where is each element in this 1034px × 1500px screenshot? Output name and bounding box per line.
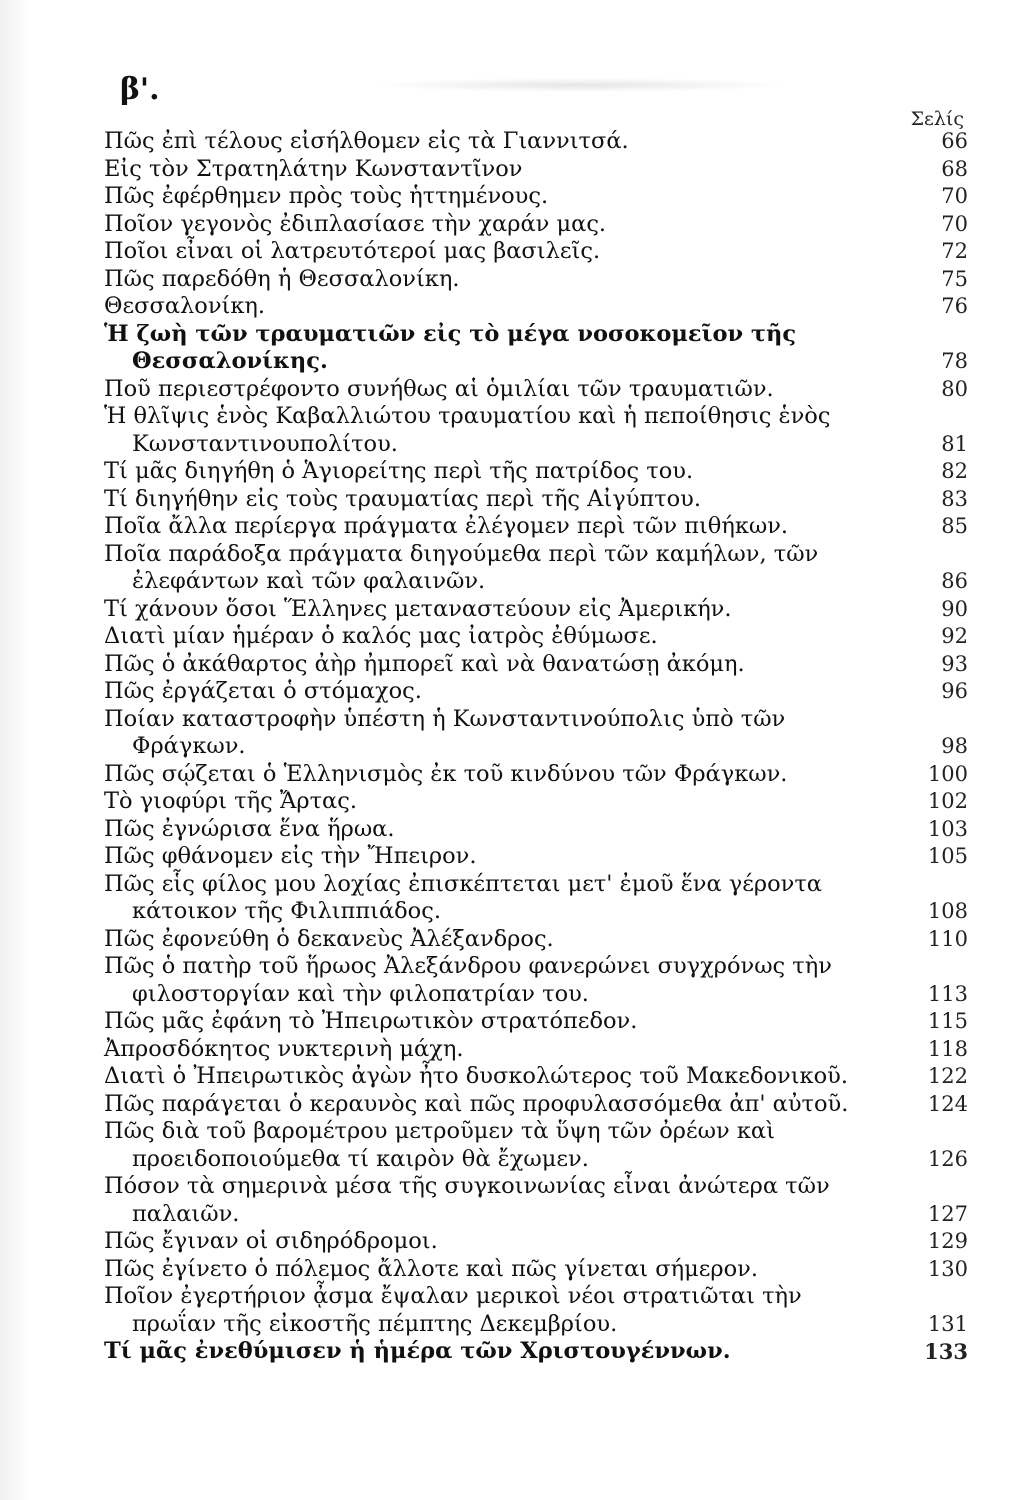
toc-entry-title: Πῶς εἷς φίλος μου λοχίας ἐπισκέπτεται μετ' ἐμοῦ ἕνα γέροντα κάτοικον τῆς Φιλιππιάδος.	[104, 870, 823, 924]
toc-entry	[104, 238, 974, 266]
toc-entry-page: 130	[927, 1256, 968, 1281]
toc-entry-title: Ποῖον ἐγερτήριον ᾆσμα ἔψαλαν μερικοὶ νέοι στρατιῶται τὴν πρωΐαν τῆς εἰκοστῆς πέμπτης Δεκεμβρίου.	[104, 1283, 802, 1337]
toc-entry-title: Ποῖα ἄλλα περίεργα πράγματα ἐλέγομεν περὶ τῶν πιθήκων.	[104, 513, 789, 539]
toc-entry-page: 115	[927, 1009, 968, 1033]
toc-entry-page: 82	[941, 459, 968, 483]
toc-entry	[104, 486, 974, 514]
toc-entry	[104, 293, 974, 321]
toc-entry-page: 86	[941, 569, 968, 593]
toc-entry-title: Εἰς τὸν Στρατηλάτην Κωνσταντῖνον	[104, 155, 523, 182]
toc-entry-page: 113	[927, 981, 968, 1006]
toc-entry	[104, 1256, 974, 1284]
toc-entry-title: Πῶς ἐπὶ τέλους εἰσήλθομεν εἰς τὰ Γιαννιτσά.	[104, 128, 629, 154]
toc-entry-title: Πῶς μᾶς ἐφάνη τὸ Ἠπειρωτικὸν στρατόπεδον.	[104, 1008, 638, 1034]
toc-entry-page: 92	[941, 624, 968, 648]
toc-entry-page: 102	[927, 789, 968, 813]
toc-entry	[104, 1228, 974, 1256]
toc-entry-page: 80	[941, 376, 968, 401]
toc-entry-title: Τὸ γιοφύρι τῆς Ἄρτας.	[104, 788, 357, 814]
toc-entry	[104, 183, 974, 211]
toc-entry-title: Ποῖα παράδοξα πράγματα διηγούμεθα περὶ τῶν καμήλων, τῶν ἐλεφάντων καὶ τῶν φαλαινῶν.	[104, 540, 819, 594]
toc-entry-title: Πῶς παράγεται ὁ κεραυνὸς καὶ πῶς προφυλασσόμεθα ἀπ' αὐτοῦ.	[104, 1090, 849, 1117]
toc-entry-title: Πῶς ἐγίνετο ὁ πόλεμος ἄλλοτε καὶ πῶς γίνεται σήμερον.	[104, 1255, 758, 1282]
toc-entry-page: 118	[927, 1036, 968, 1061]
toc-entry-page: 93	[941, 651, 968, 676]
toc-entry-page: 85	[941, 514, 968, 538]
toc-entry-title: Πῶς ἐφονεύθη ὁ δεκανεὺς Ἀλέξανδρος.	[104, 925, 554, 952]
toc-entry	[104, 1173, 974, 1228]
toc-entry-page: 122	[927, 1064, 968, 1088]
toc-entry-title: Πῶς παρεδόθη ἡ Θεσσαλονίκη.	[104, 265, 460, 292]
toc-entry	[104, 156, 974, 184]
toc-entry-page: 110	[927, 926, 968, 951]
toc-entry-page: 96	[941, 679, 968, 703]
toc-entry	[104, 1283, 974, 1338]
toc-entry	[104, 1036, 974, 1064]
toc-entry	[104, 128, 974, 156]
toc-entry	[104, 1118, 974, 1173]
toc-entry-page: 131	[927, 1311, 968, 1336]
toc-entry-title: Πῶς ἐργάζεται ὁ στόμαχος.	[104, 678, 422, 704]
toc-entry	[104, 678, 974, 706]
toc-entry	[104, 458, 974, 486]
toc-entry	[104, 596, 974, 624]
toc-entry-title: Ποῦ περιεστρέφοντο συνήθως αἱ ὁμιλίαι τῶν τραυματιῶν.	[104, 375, 774, 402]
toc-entry-page: 66	[941, 129, 968, 153]
toc-entry-page: 133	[924, 1339, 968, 1364]
toc-entry	[104, 761, 974, 789]
toc-entry	[104, 266, 974, 294]
table-of-contents	[104, 128, 974, 1366]
toc-entry-page: 100	[927, 761, 968, 786]
print-smudge	[370, 78, 790, 92]
toc-entry-page: 105	[927, 844, 968, 868]
toc-entry-title: Τί μᾶς διηγήθη ὁ Ἁγιορείτης περὶ τῆς πατρίδος του.	[104, 458, 694, 484]
toc-entry-title: Ἡ θλῖψις ἑνὸς Καβαλλιώτου τραυματίου καὶ ἡ πεποίθησις ἑνὸς Κωνσταντινουπολίτου.	[104, 403, 831, 457]
toc-entry-page: 103	[927, 816, 968, 841]
toc-entry-page: 78	[941, 349, 968, 373]
toc-entry-title: Ποῖοι εἶναι οἱ λατρευτότεροί μας βασιλεῖς.	[104, 238, 601, 264]
toc-entry-title: Πῶς ὁ πατὴρ τοῦ ἥρωος Ἀλεξάνδρου φανερώνει συγχρόνως τὴν φιλοστοργίαν καὶ τὴν φιλοπατρίαν του.	[104, 953, 832, 1007]
toc-entry-page: 129	[927, 1229, 968, 1253]
toc-entry-title: Διατὶ ὁ Ἠπειρωτικὸς ἀγὼν ἦτο δυσκολώτερος τοῦ Μακεδονικοῦ.	[104, 1063, 848, 1089]
toc-entry-page: 126	[927, 1146, 968, 1171]
toc-entry	[104, 788, 974, 816]
toc-entry-page: 75	[941, 266, 968, 291]
toc-entry-title: Τί διηγήθην εἰς τοὺς τραυματίας περὶ τῆς Αἰγύπτου.	[104, 485, 701, 512]
toc-entry-page: 83	[941, 486, 968, 511]
page-number: β'.	[120, 72, 160, 107]
toc-entry-page: 76	[941, 294, 968, 318]
toc-entry-title: Ἀπροσδόκητος νυκτερινὴ μάχη.	[104, 1035, 464, 1062]
toc-entry	[104, 871, 974, 926]
toc-entry-page: 70	[941, 184, 968, 208]
toc-entry-title: Πῶς ἔγιναν οἱ σιδηρόδρομοι.	[104, 1228, 438, 1254]
toc-entry-title: Πῶς διὰ τοῦ βαρομέτρου μετροῦμεν τὰ ὕψη τῶν ὀρέων καὶ προειδοποιούμεθα τί καιρὸν θὰ ἔχωμεν.	[104, 1118, 775, 1172]
toc-entry	[104, 706, 974, 761]
toc-entry-title: Ἡ ζωὴ τῶν τραυματιῶν εἰς τὸ μέγα νοσοκομεῖον τῆς Θεσσαλονίκης.	[104, 320, 797, 374]
toc-entry-title: Πῶς σῴζεται ὁ Ἑλληνισμὸς ἐκ τοῦ κινδύνου τῶν Φράγκων.	[104, 760, 788, 787]
toc-entry	[104, 1338, 974, 1366]
toc-entry	[104, 211, 974, 239]
toc-entry-title: Ποίαν καταστροφὴν ὑπέστη ἡ Κωνσταντινούπολις ὑπὸ τῶν Φράγκων.	[104, 705, 786, 759]
toc-entry-title: Θεσσαλονίκη.	[104, 293, 266, 319]
toc-entry	[104, 651, 974, 679]
toc-entry-page: 127	[927, 1201, 968, 1226]
page-edge-shadow	[0, 0, 30, 1500]
toc-entry-title: Ποῖον γεγονὸς ἐδιπλασίασε τὴν χαράν μας.	[104, 210, 607, 237]
toc-entry	[104, 1091, 974, 1119]
toc-entry-title: Πῶς ἐφέρθημεν πρὸς τοὺς ἡττημένους.	[104, 183, 549, 209]
toc-entry	[104, 513, 974, 541]
toc-entry-title: Τί χάνουν ὅσοι Ἕλληνες μεταναστεύουν εἰς Ἀμερικήν.	[104, 595, 732, 622]
toc-entry	[104, 403, 974, 458]
toc-entry	[104, 321, 974, 376]
toc-entry-page: 90	[941, 596, 968, 621]
toc-entry	[104, 926, 974, 954]
toc-entry-title: Πόσον τὰ σημερινὰ μέσα τῆς συγκοινωνίας εἶναι ἀνώτερα τῶν παλαιῶν.	[104, 1173, 830, 1227]
toc-entry-title: Τί μᾶς ἐνεθύμισεν ἡ ἡμέρα τῶν Χριστουγέννων.	[104, 1338, 731, 1364]
toc-entry	[104, 953, 974, 1008]
page-column-header: Σελίς	[910, 108, 964, 130]
toc-entry	[104, 816, 974, 844]
toc-entry	[104, 843, 974, 871]
toc-entry-title: Πῶς ὁ ἀκάθαρτος ἀὴρ ἠμπορεῖ καὶ νὰ θανατώσῃ ἀκόμη.	[104, 650, 745, 677]
toc-entry	[104, 623, 974, 651]
toc-entry	[104, 1063, 974, 1091]
toc-entry	[104, 541, 974, 596]
toc-entry-page: 72	[941, 239, 968, 263]
toc-entry-page: 124	[927, 1091, 968, 1116]
toc-entry-page: 98	[941, 734, 968, 758]
toc-entry-page: 68	[941, 156, 968, 181]
toc-entry-page: 81	[941, 431, 968, 456]
toc-entry-page: 70	[941, 211, 968, 236]
toc-entry	[104, 376, 974, 404]
toc-entry-title: Πῶς φθάνομεν εἰς τὴν Ἤπειρον.	[104, 843, 477, 869]
toc-entry-title: Διατὶ μίαν ἡμέραν ὁ καλός μας ἰατρὸς ἐθύμωσε.	[104, 623, 658, 649]
toc-entry	[104, 1008, 974, 1036]
toc-entry-title: Πῶς ἐγνώρισα ἕνα ἥρωα.	[104, 815, 395, 842]
toc-entry-page: 108	[927, 899, 968, 923]
